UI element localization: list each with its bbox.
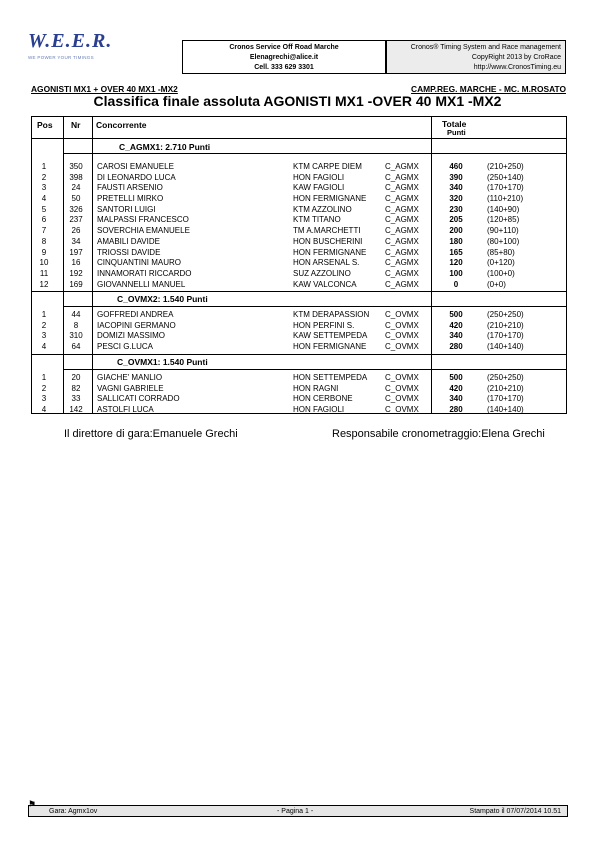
- total-points-cell: 100: [449, 268, 463, 278]
- number-cell: 398: [69, 172, 83, 182]
- team-cell: HON ARSENAL S.: [293, 258, 360, 268]
- class-cell: C_AGMX: [385, 258, 419, 268]
- rider-name-cell: VAGNI GABRIELE: [97, 383, 164, 393]
- weer-logo: [28, 30, 118, 70]
- team-cell: KTM CARPE DIEM: [293, 162, 362, 171]
- number-cell: 64: [71, 342, 81, 352]
- organizer-email: Elenagrechi@alice.it: [249, 54, 319, 61]
- team-cell: HON FAGIOLI: [293, 172, 345, 182]
- class-cell: C_AGMX: [385, 172, 419, 182]
- total-points-cell: 0: [453, 279, 459, 289]
- class-cell: C_OVMX: [385, 331, 419, 341]
- total-points-cell: 340: [449, 331, 463, 341]
- table-row: [31, 321, 567, 332]
- class-cell: C_OVMX: [385, 383, 419, 393]
- table-row: [31, 280, 567, 291]
- total-points-cell: 420: [449, 383, 463, 393]
- table-row: [31, 394, 567, 405]
- organizer-phone: Cell. 333 629 3301: [254, 64, 314, 71]
- credit-line-1: Cronos® Timing System and Race management: [410, 44, 561, 51]
- points-detail-cell: (140+90): [487, 204, 520, 214]
- table-row: [31, 269, 567, 280]
- position-cell: 1: [41, 373, 47, 382]
- team-cell: KAW FAGIOLI: [293, 183, 345, 193]
- total-points-cell: 460: [449, 162, 463, 171]
- position-cell: 4: [41, 405, 47, 415]
- number-cell: 8: [73, 320, 79, 330]
- number-cell: 350: [69, 162, 83, 171]
- position-cell: 6: [41, 215, 47, 225]
- group-rows: [31, 162, 567, 290]
- position-cell: 10: [39, 258, 49, 268]
- position-cell: 4: [41, 342, 47, 352]
- class-cell: C_AGMX: [385, 215, 419, 225]
- position-cell: 2: [41, 172, 47, 182]
- table-row: [31, 162, 567, 173]
- points-detail-cell: (250+140): [487, 172, 524, 182]
- team-cell: KTM DERAPASSION: [293, 310, 370, 319]
- points-detail-cell: (120+85): [487, 215, 520, 225]
- category-title: C_AGMX1: 2.710 Punti: [119, 142, 211, 152]
- number-cell: 192: [69, 268, 83, 278]
- team-cell: KTM AZZOLINO: [293, 204, 352, 214]
- position-cell: 2: [41, 320, 47, 330]
- number-cell: 310: [69, 331, 83, 341]
- table-row: [31, 237, 567, 248]
- points-detail-cell: (170+170): [487, 331, 524, 341]
- team-cell: KAW SETTEMPEDA: [293, 331, 368, 341]
- total-points-cell: 340: [449, 183, 463, 193]
- class-cell: C_AGMX: [385, 268, 419, 278]
- category-title: C_OVMX1: 1.540 Punti: [117, 357, 208, 367]
- points-detail-cell: (110+210): [487, 194, 524, 204]
- number-cell: 20: [71, 373, 81, 382]
- number-cell: 82: [71, 383, 81, 393]
- number-cell: 16: [71, 258, 81, 268]
- team-cell: HON BUSCHERINI: [293, 236, 363, 246]
- table-row: [31, 331, 567, 342]
- class-cell: C_OVMX: [385, 310, 419, 319]
- credit-line-2: CopyRight 2013 by CroRace: [471, 54, 561, 61]
- total-points-cell: 500: [449, 310, 463, 319]
- class-cell: C_AGMX: [385, 247, 419, 257]
- total-points-cell: 320: [449, 194, 463, 204]
- position-cell: 3: [41, 331, 47, 341]
- class-cell: C_AGMX: [385, 226, 419, 236]
- points-detail-cell: (210+250): [487, 162, 524, 171]
- points-detail-cell: (210+210): [487, 383, 524, 393]
- position-cell: 2: [41, 383, 47, 393]
- points-detail-cell: (170+170): [487, 183, 524, 193]
- race-director-signature: Il direttore di gara:Emanuele Grechi: [64, 428, 238, 440]
- points-detail-cell: (100+0): [487, 268, 515, 278]
- table-row: [31, 215, 567, 226]
- rider-name-cell: GIOVANNELLI MANUEL: [97, 279, 186, 289]
- class-cell: C_AGMX: [385, 204, 419, 214]
- points-detail-cell: (140+140): [487, 342, 524, 352]
- rider-name-cell: ASTOLFI LUCA: [97, 405, 154, 415]
- total-points-cell: 205: [449, 215, 463, 225]
- class-cell: C_OVMX: [385, 394, 419, 404]
- team-cell: HON FAGIOLI: [293, 405, 345, 415]
- credit-box: [386, 40, 566, 74]
- class-cell: C_AGMX: [385, 183, 419, 193]
- rider-name-cell: DOMIZI MASSIMO: [97, 331, 165, 341]
- total-points-cell: 500: [449, 373, 463, 382]
- class-cell: C_AGMX: [385, 236, 419, 246]
- table-row: [31, 173, 567, 184]
- number-cell: 24: [71, 183, 81, 193]
- rider-name-cell: CAROSI EMANUELE: [97, 162, 174, 171]
- position-cell: 4: [41, 194, 47, 204]
- class-cell: C_OVMX: [385, 320, 419, 330]
- rider-name-cell: GOFFREDI ANDREA: [97, 310, 174, 319]
- col-header-concorrente: Concorrente: [96, 120, 147, 130]
- team-cell: SUZ AZZOLINO: [293, 268, 351, 278]
- table-row: [31, 384, 567, 395]
- class-cell: C_OVMX: [385, 373, 419, 382]
- group-rows: [31, 373, 567, 416]
- table-row: [31, 226, 567, 237]
- position-cell: 1: [41, 162, 47, 171]
- rider-name-cell: TRIOSSI DAVIDE: [97, 247, 161, 257]
- total-points-cell: 420: [449, 320, 463, 330]
- table-row: [31, 373, 567, 384]
- team-cell: HON SETTEMPEDA: [293, 373, 368, 382]
- total-points-cell: 180: [449, 236, 463, 246]
- timekeeper-signature: Responsabile cronometraggio:Elena Grechi: [332, 428, 545, 440]
- page-title: Classifica finale assoluta AGONISTI MX1 -OVER 40 MX1 -MX2: [93, 93, 502, 109]
- col-header-punti: Punti: [447, 128, 466, 137]
- col-header-nr: Nr: [71, 120, 81, 130]
- position-cell: 7: [41, 226, 47, 236]
- table-row: [31, 183, 567, 194]
- col-header-pos: Pos: [37, 120, 53, 130]
- team-cell: HON FERMIGNANE: [293, 194, 367, 204]
- event-subhead: AGONISTI MX1 + OVER 40 MX1 -MX2: [31, 84, 178, 94]
- team-cell: HON RAGNI: [293, 383, 339, 393]
- group-rows: [31, 310, 567, 353]
- team-cell: HON FERMIGNANE: [293, 342, 367, 352]
- championship-subhead: CAMP.REG. MARCHE - MC. M.ROSATO: [411, 84, 566, 94]
- team-cell: HON PERFINI S.: [293, 320, 355, 330]
- class-cell: C_AGMX: [385, 279, 419, 289]
- table-row: [31, 205, 567, 216]
- number-cell: 237: [69, 215, 83, 225]
- table-row: [31, 258, 567, 269]
- class-cell: C_AGMX: [385, 162, 419, 171]
- position-cell: 12: [39, 279, 49, 289]
- rider-name-cell: IACOPINI GERMANO: [97, 320, 176, 330]
- table-row: [31, 310, 567, 321]
- logo-tagline: WE POWER YOUR TIMINGS: [28, 55, 94, 60]
- team-cell: HON CERBONE: [293, 394, 353, 404]
- total-points-cell: 280: [449, 405, 463, 415]
- team-cell: KAW VALCONCA: [293, 279, 357, 289]
- total-points-cell: 120: [449, 258, 463, 268]
- points-detail-cell: (250+250): [487, 310, 524, 319]
- logo-wordmark: W.E.E.R.: [28, 30, 113, 52]
- position-cell: 8: [41, 236, 47, 246]
- total-points-cell: 280: [449, 342, 463, 352]
- number-cell: 33: [71, 394, 81, 404]
- rider-name-cell: AMABILI DAVIDE: [97, 236, 160, 246]
- number-cell: 50: [71, 194, 81, 204]
- number-cell: 142: [69, 405, 83, 415]
- position-cell: 9: [41, 247, 47, 257]
- rider-name-cell: DI LEONARDO LUCA: [97, 172, 176, 182]
- class-cell: C_OVMX: [385, 342, 419, 352]
- results-table: [31, 116, 567, 413]
- table-row: [31, 342, 567, 353]
- number-cell: 197: [69, 247, 83, 257]
- position-cell: 1: [41, 310, 47, 319]
- rider-name-cell: CINQUANTINI MAURO: [97, 258, 181, 268]
- rider-name-cell: PRETELLI MIRKO: [97, 194, 164, 204]
- table-row: [31, 405, 567, 416]
- number-cell: 326: [69, 204, 83, 214]
- number-cell: 26: [71, 226, 81, 236]
- rider-name-cell: SANTORI LUIGI: [97, 204, 156, 214]
- checkered-flag-icon: ⚑: [28, 799, 37, 809]
- category-title: C_OVMX2: 1.540 Punti: [117, 294, 208, 304]
- position-cell: 5: [41, 204, 47, 214]
- points-detail-cell: (140+140): [487, 405, 524, 415]
- team-cell: HON FERMIGNANE: [293, 247, 367, 257]
- position-cell: 11: [39, 268, 49, 278]
- table-row: [31, 194, 567, 205]
- team-cell: TM A.MARCHETTI: [293, 226, 361, 236]
- class-cell: C_AGMX: [385, 194, 419, 204]
- points-detail-cell: (170+170): [487, 394, 524, 404]
- number-cell: 169: [69, 279, 83, 289]
- organizer-box: [182, 40, 386, 74]
- footer-race: Gara: Agmx1ov: [49, 808, 98, 815]
- page-footer: [28, 805, 568, 817]
- rider-name-cell: INNAMORATI RICCARDO: [97, 268, 192, 278]
- organizer-name: Cronos Service Off Road Marche: [229, 44, 339, 51]
- class-cell: C_OVMX: [385, 405, 419, 415]
- total-points-cell: 340: [449, 394, 463, 404]
- points-detail-cell: (90+110): [487, 226, 519, 236]
- points-detail-cell: (0+0): [487, 279, 506, 289]
- number-cell: 34: [71, 236, 81, 246]
- rider-name-cell: SOVERCHIA EMANUELE: [97, 226, 190, 236]
- number-cell: 44: [71, 310, 81, 319]
- points-detail-cell: (250+250): [487, 373, 524, 382]
- position-cell: 3: [41, 394, 47, 404]
- total-points-cell: 165: [449, 247, 463, 257]
- footer-printed: Stampato il 07/07/2014 10.51: [469, 808, 561, 815]
- total-points-cell: 200: [449, 226, 463, 236]
- rider-name-cell: PESCI G.LUCA: [97, 342, 154, 352]
- rider-name-cell: GIACHE' MANLIO: [97, 373, 163, 382]
- credit-line-3: http://www.CronosTiming.eu: [473, 64, 561, 71]
- rider-name-cell: FAUSTI ARSENIO: [97, 183, 163, 193]
- rider-name-cell: MALPASSI FRANCESCO: [97, 215, 189, 225]
- team-cell: KTM TITANO: [293, 215, 341, 225]
- position-cell: 3: [41, 183, 47, 193]
- total-points-cell: 390: [449, 172, 463, 182]
- points-detail-cell: (0+120): [487, 258, 515, 268]
- points-detail-cell: (210+210): [487, 320, 524, 330]
- footer-page: - Pagina 1 -: [277, 808, 314, 815]
- points-detail-cell: (85+80): [487, 247, 515, 257]
- points-detail-cell: (80+100): [487, 236, 520, 246]
- total-points-cell: 230: [449, 204, 463, 214]
- table-row: [31, 248, 567, 259]
- col-header-totale: Totale: [442, 119, 467, 129]
- rider-name-cell: SALLICATI CORRADO: [97, 394, 180, 404]
